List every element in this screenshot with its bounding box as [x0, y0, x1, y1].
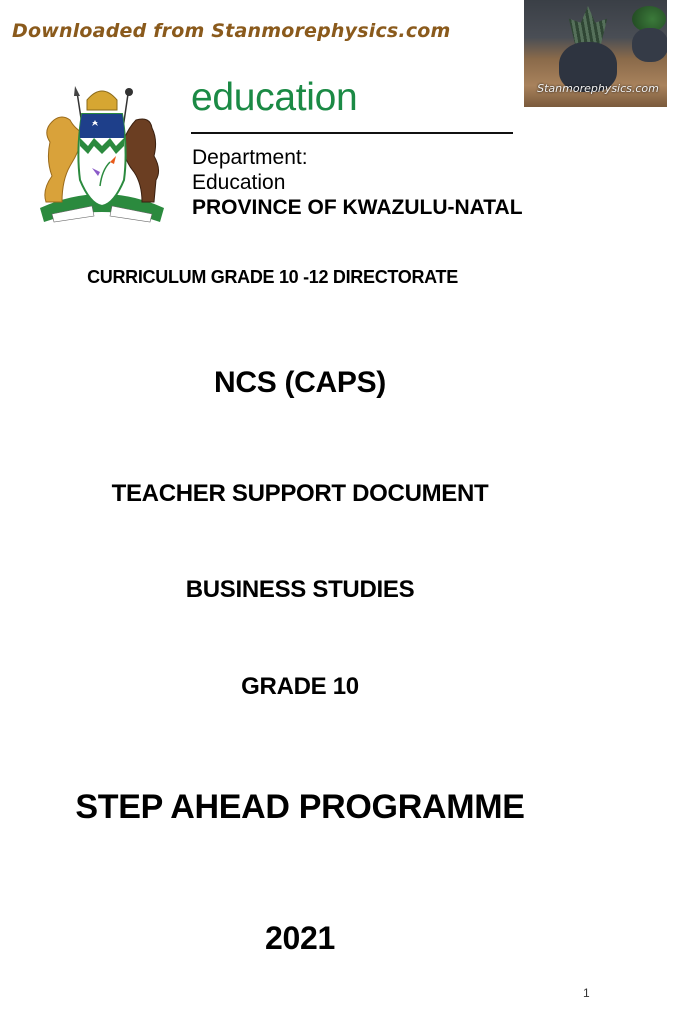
- subject-heading: BUSINESS STUDIES: [185, 576, 415, 603]
- programme-title: STEP AHEAD PROGRAMME: [75, 788, 525, 826]
- brand-divider: [191, 132, 513, 134]
- page-number: 1: [583, 986, 590, 1000]
- curriculum-heading: NCS (CAPS): [213, 366, 386, 399]
- coat-of-arms-icon: [32, 80, 172, 228]
- pot-icon: [632, 28, 667, 62]
- thumbnail-caption: Stanmorephysics.com: [537, 82, 659, 95]
- grade-heading: GRADE 10: [241, 673, 359, 700]
- stanmorephysics-thumbnail: [524, 0, 667, 107]
- directorate-heading: CURRICULUM GRADE 10 -12 DIRECTORATE: [87, 267, 458, 287]
- education-brand-word: education: [191, 76, 358, 119]
- province-name: PROVINCE OF KWAZULU-NATAL: [192, 196, 523, 219]
- document-type-heading: TEACHER SUPPORT DOCUMENT: [111, 480, 489, 507]
- department-label: Department:: [192, 146, 308, 169]
- department-name: Education: [192, 171, 286, 194]
- year-heading: 2021: [265, 920, 335, 956]
- download-watermark: Downloaded from Stanmorephysics.com: [12, 20, 451, 42]
- department-block: [192, 145, 523, 220]
